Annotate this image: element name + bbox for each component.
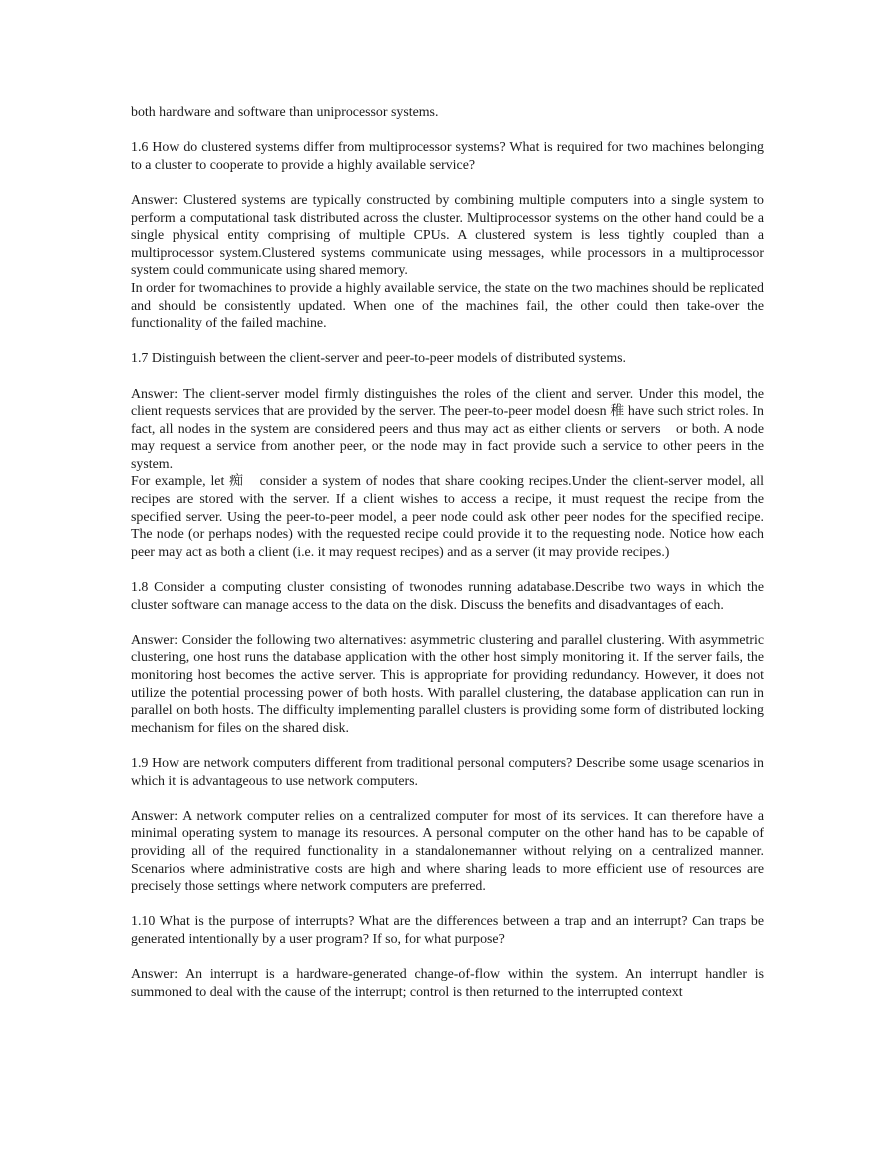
answer-1-10: Answer: An interrupt is a hardware-generated change-of-flow within the system. An interrupt handler is summoned to deal with the cause of the interrupt; control is then returned to the interrupted context	[131, 967, 764, 1000]
answer-1-6-part-1: Answer: Clustered systems are typically constructed by combining multiple computers into a single system to perform a computational task distributed across the cluster. Multiprocessor systems on the other hand could be a single physical entity comprising of multiple CPUs. A clustered system is less tightly coupled than a multiprocessor system.Clustered systems communicate using messages, while processors in a multiprocessor system could communicate using shared memory.	[131, 192, 764, 279]
question-1-6: 1.6 How do clustered systems differ from multiprocessor systems? What is required for two machines belonging to a cluster to cooperate to provide a highly available service?	[131, 140, 764, 173]
answer-1-8: Answer: Consider the following two alternatives: asymmetric clustering and parallel clustering. With asymmetric clustering, one host runs the database application with the other host simply monitoring it. If the server fails, the monitoring host becomes the active server. This is appropriate for providing redundancy. However, it does not utilize the potential processing power of both hosts. With parallel clustering, the database application can run in parallel on both hosts. The difficulty implementing parallel clusters is providing some form of distributed locking mechanism for files on the shared disk.	[131, 632, 764, 736]
paragraph-intro-continuation: both hardware and software than uniprocessor systems.	[131, 105, 439, 120]
answer-1-6-part-2: In order for twomachines to provide a highly available service, the state on the two machines should be replicated and should be consistently updated. When one of the machines fail, the other could then take-over the functionality of the failed machine.	[131, 280, 764, 332]
answer-1-7-part-1: Answer: The client-server model firmly distinguishes the roles of the client and server. Under this model, the client requests services that are provided by the server. The peer-to-peer model doesn 稚 have such strict roles. In fact, all nodes in the system are considered peers and thus may act as either clients or servers or both. A node may request a service from another peer, or the node may in fact provide such a service to other peers in the system.	[131, 386, 764, 472]
question-1-9: 1.9 How are network computers different from traditional personal computers? Describe some usage scenarios in which it is advantageous to use network computers.	[131, 755, 764, 789]
question-1-7: 1.7 Distinguish between the client-server and peer-to-peer models of distributed systems.	[131, 351, 627, 367]
answer-1-7-part-2: For example, let 痴 consider a system of nodes that share cooking recipes.Under the client-server model, all recipes are stored with the server. If a client wishes to access a recipe, it must request the recipe from the specified server. Using the peer-to-peer model, a peer node could ask other peer nodes for the specified recipe. The node (or perhaps nodes) with the requested recipe could provide it to the requesting node. Notice how each peer may act as both a client (i.e. it may request recipes) and as a server (it may provide recipes.)	[131, 474, 764, 560]
question-1-8: 1.8 Consider a computing cluster consisting of twonodes running adatabase.Describe two ways in which the cluster software can manage access to the data on the disk. Discuss the benefits and disadvantages of each.	[131, 580, 764, 613]
answer-1-9: Answer: A network computer relies on a centralized computer for most of its services. It can therefore have a minimal operating system to manage its resources. A personal computer on the other hand has to be capable of providing all of the required functionality in a standalonemanner without relying on a centralized manner. Scenarios where administrative costs are high and where sharing leads to more efficient use of resources are precisely those settings where network computers are preferred.	[131, 808, 764, 895]
document-page	[131, 104, 764, 1001]
question-1-10: 1.10 What is the purpose of interrupts? What are the differences between a trap and an interrupt? Can traps be generated intentionally by a user program? If so, for what purpose?	[131, 914, 764, 947]
